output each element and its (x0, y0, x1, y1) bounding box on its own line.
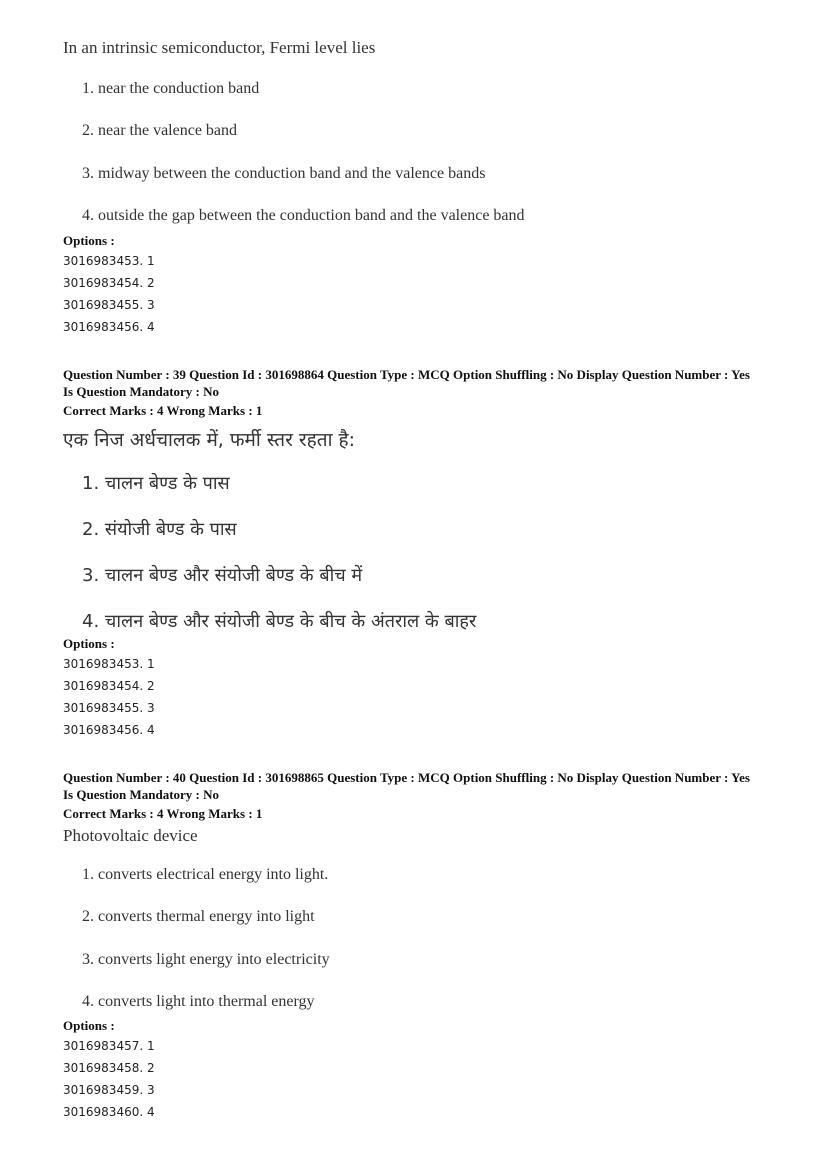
option-1: 1. converts electrical energy into light. (82, 866, 329, 883)
option-code: 3016983454. 2 (63, 276, 155, 290)
option-3: 3. converts light energy into electricity (82, 951, 330, 968)
option-code: 3016983455. 3 (63, 298, 155, 312)
option-code: 3016983456. 4 (63, 320, 155, 334)
question-text: In an intrinsic semiconductor, Fermi level lies (63, 38, 376, 57)
options-label: Options : (63, 1018, 115, 1033)
question-text: एक निज अर्धचालक में, फर्मी स्तर रहता है: (63, 429, 356, 451)
option-1: 1. चालन बेण्ड के पास (82, 473, 230, 494)
question-text: Photovoltaic device (63, 826, 198, 845)
option-4: 4. चालन बेण्ड और संयोजी बेण्ड के बीच के अंतराल के बाहर (82, 611, 477, 632)
question-marks: Correct Marks : 4 Wrong Marks : 1 (63, 403, 263, 418)
option-code: 3016983457. 1 (63, 1039, 155, 1053)
option-code: 3016983453. 1 (63, 254, 155, 268)
option-code: 3016983456. 4 (63, 723, 155, 737)
option-2: 2. converts thermal energy into light (82, 908, 315, 925)
option-3: 3. midway between the conduction band and the valence bands (82, 165, 486, 182)
option-code: 3016983453. 1 (63, 657, 155, 671)
option-1: 1. near the conduction band (82, 80, 260, 97)
option-4: 4. converts light into thermal energy (82, 993, 315, 1010)
options-label: Options : (63, 636, 115, 651)
option-code: 3016983459. 3 (63, 1083, 155, 1097)
option-2: 2. संयोजी बेण्ड के पास (82, 519, 237, 540)
option-code: 3016983460. 4 (63, 1105, 155, 1119)
option-2: 2. near the valence band (82, 122, 238, 139)
option-3: 3. चालन बेण्ड और संयोजी बेण्ड के बीच में (82, 565, 363, 586)
option-4: 4. outside the gap between the conduction band and the valence band (82, 207, 525, 224)
option-code: 3016983454. 2 (63, 679, 155, 693)
options-label: Options : (63, 233, 115, 248)
question-marks: Correct Marks : 4 Wrong Marks : 1 (63, 806, 263, 821)
question-meta: Question Number : 39 Question Id : 301698864 Question Type : MCQ Option Shuffling : No Display Question Number : Yes Is Question Mandatory : No (63, 367, 750, 399)
option-code: 3016983458. 2 (63, 1061, 155, 1075)
option-code: 3016983455. 3 (63, 701, 155, 715)
question-meta: Question Number : 40 Question Id : 301698865 Question Type : MCQ Option Shuffling : No Display Question Number : Yes Is Question Mandatory : No (63, 770, 750, 802)
